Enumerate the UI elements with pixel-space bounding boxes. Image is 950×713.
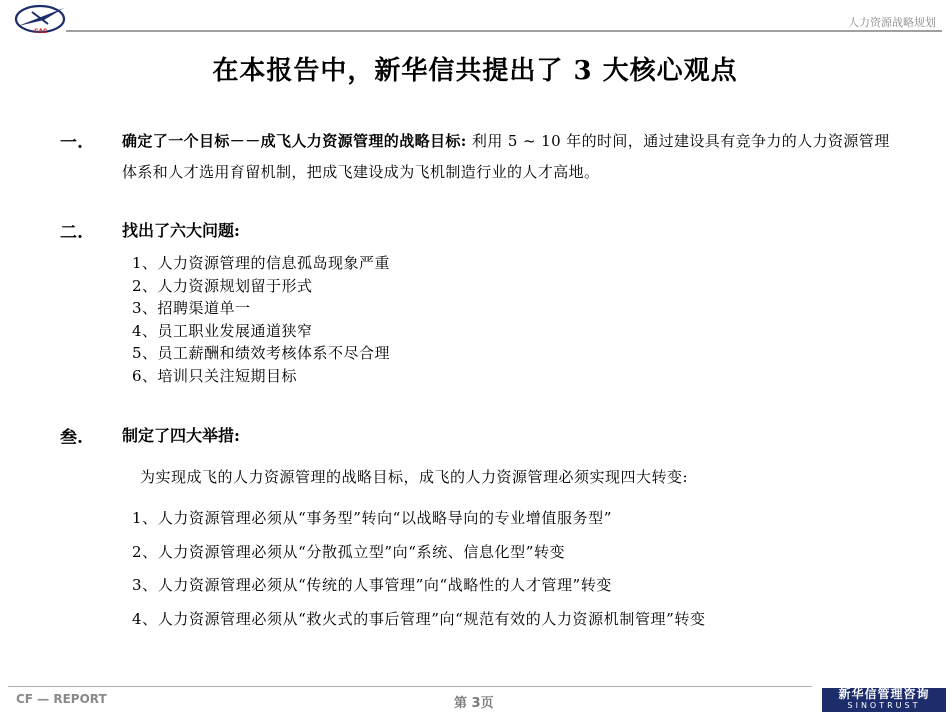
section3-intro: 为实现成飞的人力资源管理的战略目标，成飞的人力资源管理必须实现四大转变: xyxy=(140,468,689,486)
section1-number: 一. xyxy=(60,133,83,153)
measures-list xyxy=(132,502,706,636)
list-item: 3、人力资源管理必须从“传统的人事管理”向“战略性的人才管理”转变 xyxy=(132,576,613,594)
list-item: 1、人力资源管理的信息孤岛现象严重 xyxy=(132,254,391,272)
company-logo xyxy=(14,2,68,36)
brand-name-cn: 新华信管理咨询 xyxy=(838,687,930,701)
list-item: 1、人力资源管理必须从“事务型”转向“以战略导向的专业增值服务型” xyxy=(132,509,613,527)
list-item: 4、人力资源管理必须从“救火式的事后管理”向“规范有效的人力资源机制管理”转变 xyxy=(132,609,706,628)
section3-title: 制定了四大举措: xyxy=(122,426,240,445)
list-item: 5、员工薪酬和绩效考核体系不尽合理 xyxy=(132,344,391,363)
page-title: 在本报告中，新华信共提出了 3 大核心观点 xyxy=(212,56,738,86)
list-item: 4、员工职业发展通道狭窄 xyxy=(132,321,313,340)
page-number: 第 3页 xyxy=(454,696,494,711)
logo-lettering: CAC xyxy=(34,28,48,35)
section2-number: 二. xyxy=(60,223,83,243)
section3-number: 叁. xyxy=(60,428,83,448)
section1-body xyxy=(122,126,902,188)
list-item: 3、招聘渠道单一 xyxy=(132,299,251,318)
footer-report-label: CF — REPORT xyxy=(16,692,107,706)
list-item: 6、培训只关注短期目标 xyxy=(132,366,298,385)
footer-divider xyxy=(8,686,812,687)
brand-logo xyxy=(822,688,946,712)
section1-lead: 确定了一个目标－－成飞人力资源管理的战略目标: xyxy=(122,132,467,150)
section2-title: 找出了六大问题: xyxy=(122,221,240,240)
problems-list xyxy=(132,252,390,388)
brand-name-en: SINOTRUST xyxy=(847,701,921,710)
list-item: 2、人力资源规划留于形式 xyxy=(132,276,313,295)
header-tag: 人力资源战略规划 xyxy=(848,16,936,29)
section1-text: 利用 5 ~ 10 年的时间，通过建设具有竞争力的人力资源管理体系和人才选用育留机制，把成飞建设成为飞机制造行业的人才高地。 xyxy=(122,132,890,181)
header-divider xyxy=(66,30,942,32)
list-item: 2、人力资源管理必须从“分散孤立型”向“系统、信息化型”转变 xyxy=(132,542,566,561)
